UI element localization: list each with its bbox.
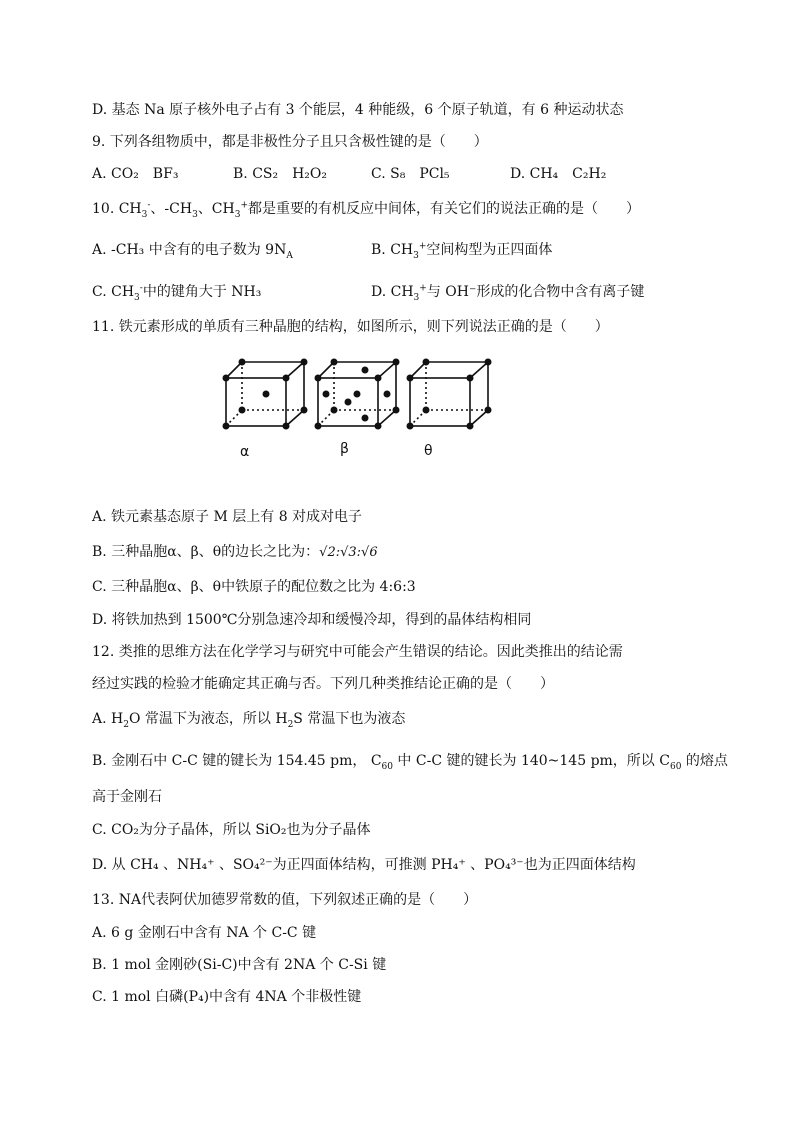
q11-option-a: A. 铁元素基态原子 M 层上有 8 对成对电子	[92, 509, 363, 525]
q12-option-d: D. 从 CH₄ 、NH₄⁺ 、SO₄²⁻为正四面体结构，可推测 PH₄⁺ 、PO₄³⁻也为正四面体结构	[92, 857, 636, 873]
cell-theta	[410, 362, 488, 426]
q12-option-c: C. CO₂为分子晶体，所以 SiO₂也为分子晶体	[92, 822, 371, 838]
q10-option-b: B. $CH_3^+$空间构型为正四面体	[371, 241, 553, 261]
q9-option-b: B. CS₂ H₂O₂	[233, 166, 328, 182]
q11-option-c: C. 三种晶胞α、β、θ中铁原子的配位数之比为 4:6:3	[92, 579, 416, 595]
question-10: 10. $CH_3^-$、$-CH_3$、$CH_3^+$都是重要的有机反应中间体，有关它们的说法正确的是（ ）	[92, 200, 641, 220]
label-beta: β	[340, 441, 349, 457]
q10-option-a: A. -CH₃ 中含有的电子数为 $9N_A$	[92, 242, 293, 261]
q9-option-c: C. S₈ PCl₅	[371, 166, 450, 182]
q11-option-d: D. 将铁加热到 1500℃分别急速冷却和缓慢冷却，得到的晶体结构相同	[92, 612, 532, 628]
question-9: 9. 下列各组物质中，都是非极性分子且只含极性键的是（ ）	[92, 134, 488, 150]
question-12-line1: 12. 类推的思维方法在化学学习与研究中可能会产生错误的结论。因此类推出的结论需	[92, 644, 623, 660]
question-11: 11. 铁元素形成的单质有三种晶胞的结构，如图所示，则下列说法正确的是（ ）	[92, 319, 609, 335]
label-alpha: α	[240, 444, 250, 460]
question-12-line2: 经过实践的检验才能确定其正确与否。下列几种类推结论正确的是（ ）	[92, 676, 554, 692]
q12-option-a: A. $H_2O$ 常温下为液态，所以 $H_2S$ 常温下也为液态	[92, 711, 406, 730]
statement-d-na: D. 基态 Na 原子核外电子占有 3 个能层，4 种能级，6 个原子轨道，有 6 种运动状态	[92, 102, 624, 118]
unit-cell-figure	[222, 354, 502, 434]
q12-option-b-cont: 高于金刚石	[92, 789, 162, 805]
q13-option-a: A. 6 g 金刚石中含有 NA 个 C-C 键	[92, 925, 317, 941]
q11-option-b: B. 三种晶胞α、β、θ的边长之比为：√2:√3:√6	[92, 544, 378, 560]
q9-option-d: D. CH₄ C₂H₂	[510, 166, 607, 182]
q10-option-d: D. $CH_3^+$与 OH⁻形成的化合物中含有离子键	[371, 283, 645, 303]
q13-option-b: B. 1 mol 金刚砂(Si-C)中含有 2NA 个 C-Si 键	[92, 957, 387, 973]
label-theta: θ	[424, 443, 433, 459]
q10-option-c: C. $CH_3^-$中的键角大于 NH₃	[92, 283, 262, 303]
q13-option-c: C. 1 mol 白磷(P₄)中含有 4NA 个非极性键	[92, 989, 362, 1005]
question-13: 13. NA代表阿伏加德罗常数的值，下列叙述正确的是（ ）	[92, 892, 478, 908]
q9-option-a: A. CO₂ BF₃	[92, 166, 179, 182]
q12-option-b: B. 金刚石中 C-C 键的键长为 154.45 pm， $C_{60}$ 中 C-C 键的键长为 140~145 pm，所以 $C_{60}$ 的熔点	[92, 753, 728, 772]
